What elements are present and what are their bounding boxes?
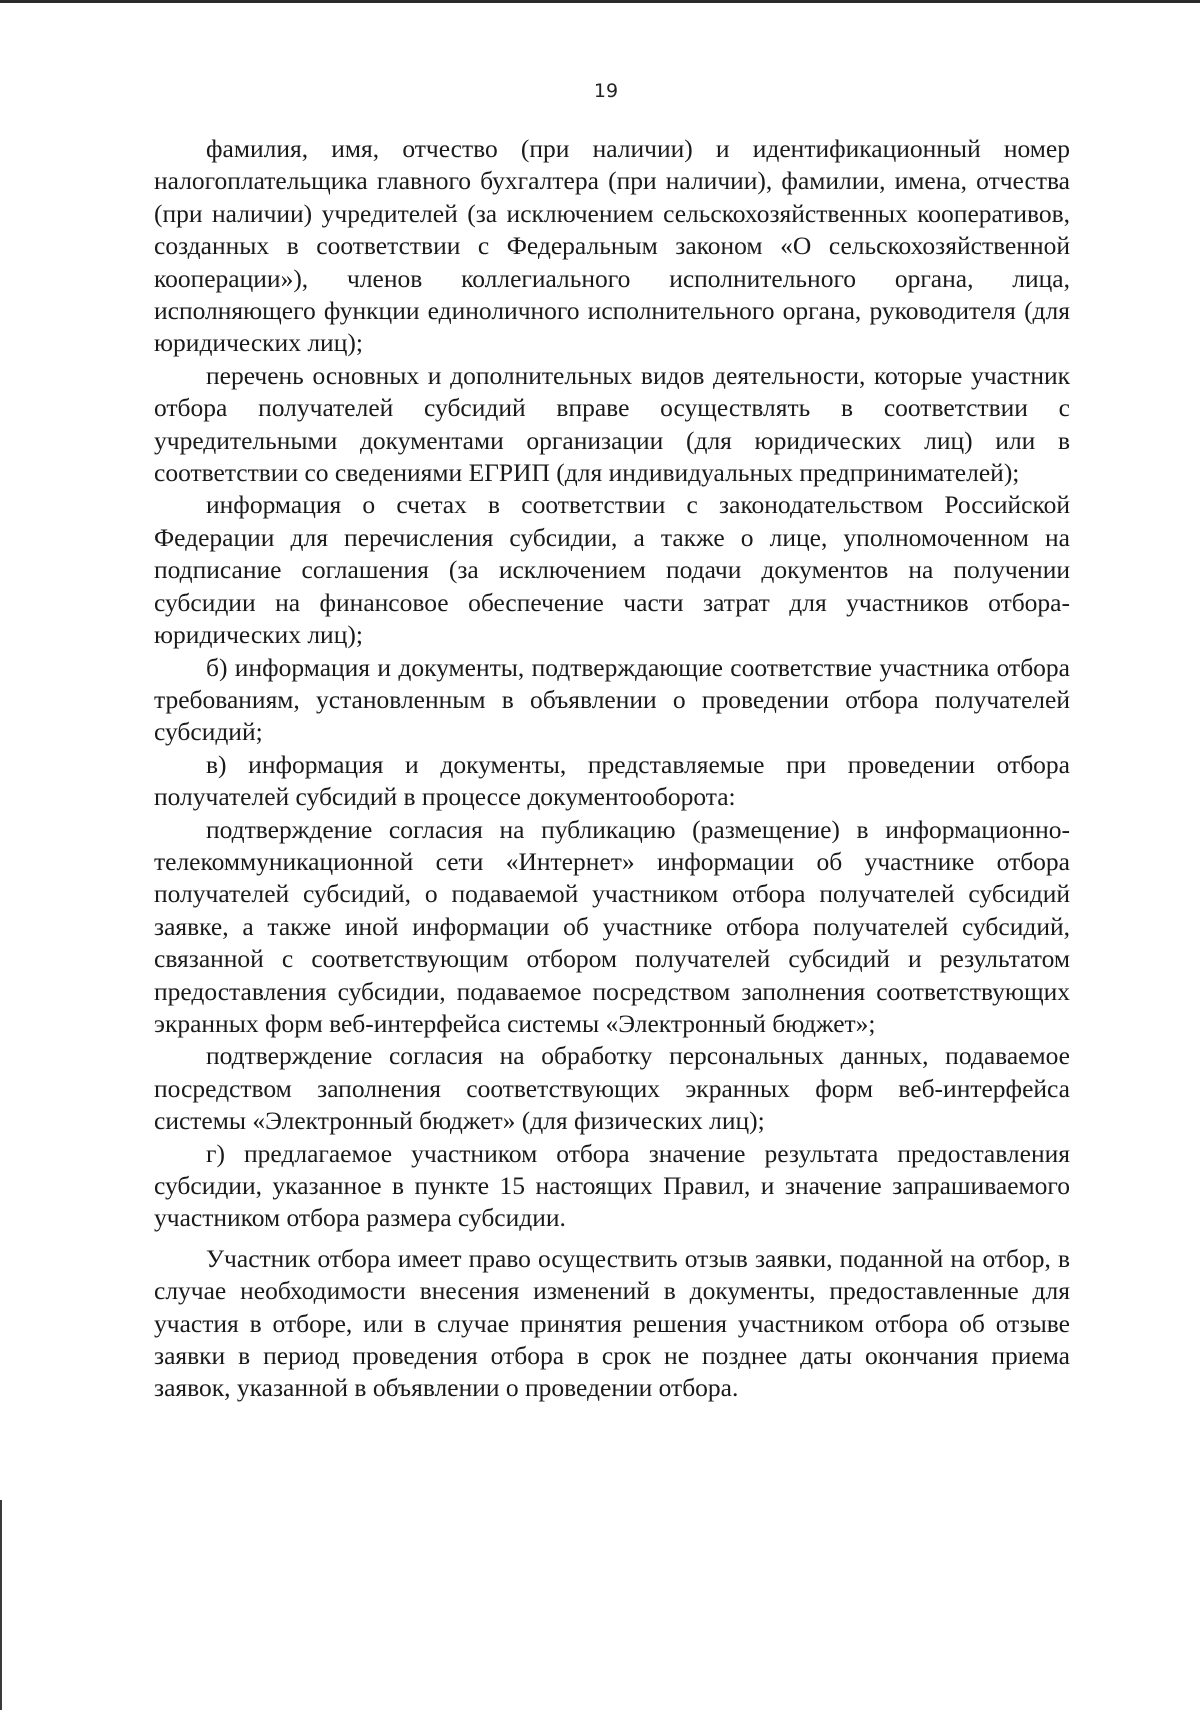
page-number: 19 — [593, 80, 619, 102]
paragraph-activity-types: перечень основных и дополнительных видов деятельности, которые участник отбора получателей субсидий вправе осуществлять в соответствии с учредительными документами организации (для юридических лиц) или в соответствии со сведениями ЕГРИП (для индивидуальных предпринимателей); — [154, 360, 1070, 488]
paragraph-chief-accountant-founders: фамилия, имя, отчество (при наличии) и идентификационный номер налогоплательщика главного бухгалтера (при наличии), фамилии, имена, отчества (при наличии) учредителей (за исключением сельскохозяйственных кооперативов, созданных в соответствии с Федеральным законом «О сельскохозяйственной кооперации»), членов коллегиального исполнительного органа, лица, исполняющего функции единоличного исполнительного органа, руководителя (для юридических лиц); — [154, 134, 1070, 358]
paragraph-bank-accounts: информация о счетах в соответствии с законодательством Российской Федерации для перечисления субсидии, а также о лице, уполномоченном на подписание соглашения (за исключением подачи документов на получении субсидии на финансовое обеспечение части затрат для участников отбора-юридических лиц); — [154, 490, 1070, 650]
paragraph-item-g: г) предлагаемое участником отбора значение результата предоставления субсидии, указанное в пункте 15 настоящих Правил, и значение запрашиваемого участником отбора размера субсидии. — [154, 1138, 1070, 1233]
paragraph-item-b: б) информация и документы, подтверждающие соответствие участника отбора требованиям, установленным в объявлении о проведении отбора получателей субсидий; — [154, 652, 1070, 747]
scan-border-top — [0, 0, 1200, 3]
paragraph-personal-data-consent: подтверждение согласия на обработку персональных данных, подаваемое посредством заполнения соответствующих экранных форм веб-интерфейса системы «Электронный бюджет» (для физических лиц); — [154, 1041, 1070, 1136]
paragraph-application-withdrawal: Участник отбора имеет право осуществить отзыв заявки, поданной на отбор, в случае необходимости внесения изменений в документы, предоставленные для участия в отборе, или в случае принятия решения участником отбора об отзыве заявки в период проведения отбора в срок не позднее даты окончания приема заявок, указанной в объявлении о проведении отбора. — [154, 1243, 1070, 1403]
scan-border-left — [0, 1500, 2, 1710]
paragraph-item-v: в) информация и документы, представляемые при проведении отбора получателей субсидий в процессе документооборота: — [154, 749, 1070, 812]
paragraph-publication-consent: подтверждение согласия на публикацию (размещение) в информационно-телекоммуникационной сети «Интернет» информации об участнике отбора получателей субсидий, о подаваемой участником отбора получателей субсидий заявке, а также иной информации об участнике отбора получателей субсидий, связанной с соответствующим отбором получателей субсидий и результатом предоставления субсидии, подаваемое посредством заполнения соответствующих экранных форм веб-интерфейса системы «Электронный бюджет»; — [154, 814, 1070, 1038]
document-body — [154, 133, 1070, 1405]
